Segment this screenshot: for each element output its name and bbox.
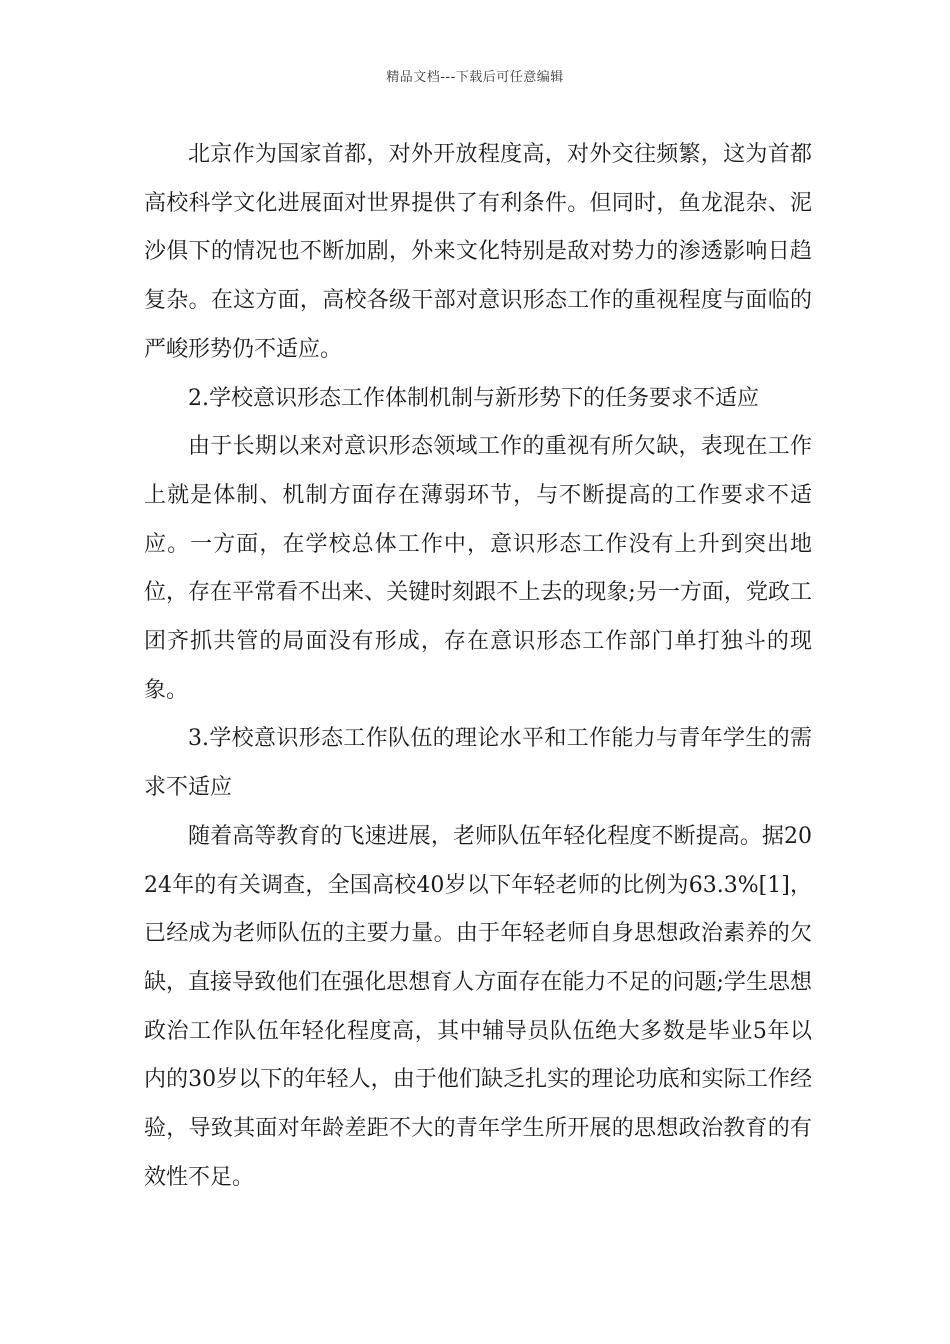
paragraph-teachers: 随着高等教育的飞速进展，老师队伍年轻化程度不断提高。据2024年的有关调查，全国高校40岁以下年轻老师的比例为63.3%[1]，已经成为老师队伍的主要力量。由于年轻老师自身思想政治素养的欠缺，直接导致他们在强化思想育人方面存在能力不足的问题;学生思想政治工作队伍年轻化程度高，其中辅导员队伍绝大多数是毕业5年以内的30岁以下的年轻人，由于他们缺乏扎实的理论功底和实际工作经验，导致其面对年龄差距不大的青年学生所开展的思想政治教育的有效性不足。 — [144, 823, 812, 1190]
document-body — [144, 131, 812, 1202]
paragraph-mechanism: 由于长期以来对意识形态领域工作的重视有所欠缺，表现在工作上就是体制、机制方面存在薄弱环节，与不断提高的工作要求不适应。一方面，在学校总体工作中，意识形态工作没有上升到突出地位，存在平常看不出来、关键时刻跟不上去的现象;另一方面，党政工团齐抓共管的局面没有形成，存在意识形态工作部门单打独斗的现象。 — [144, 434, 812, 703]
paragraph-beijing: 北京作为国家首都，对外开放程度高，对外交往频繁，这为首都高校科学文化进展面对世界提供了有利条件。但同时，鱼龙混杂、泥沙俱下的情况也不断加剧，外来文化特别是敌对势力的渗透影响日趋复杂。在这方面，高校各级干部对意识形态工作的重视程度与面临的严峻形势仍不适应。 — [144, 142, 812, 362]
section-heading-2: 2.学校意识形态工作体制机制与新形势下的任务要求不适应 — [188, 385, 759, 411]
page-header: 精品文档---下载后可任意编辑 — [386, 70, 564, 85]
section-heading-3: 3.学校意识形态工作队伍的理论水平和工作能力与青年学生的需求不适应 — [144, 726, 812, 801]
